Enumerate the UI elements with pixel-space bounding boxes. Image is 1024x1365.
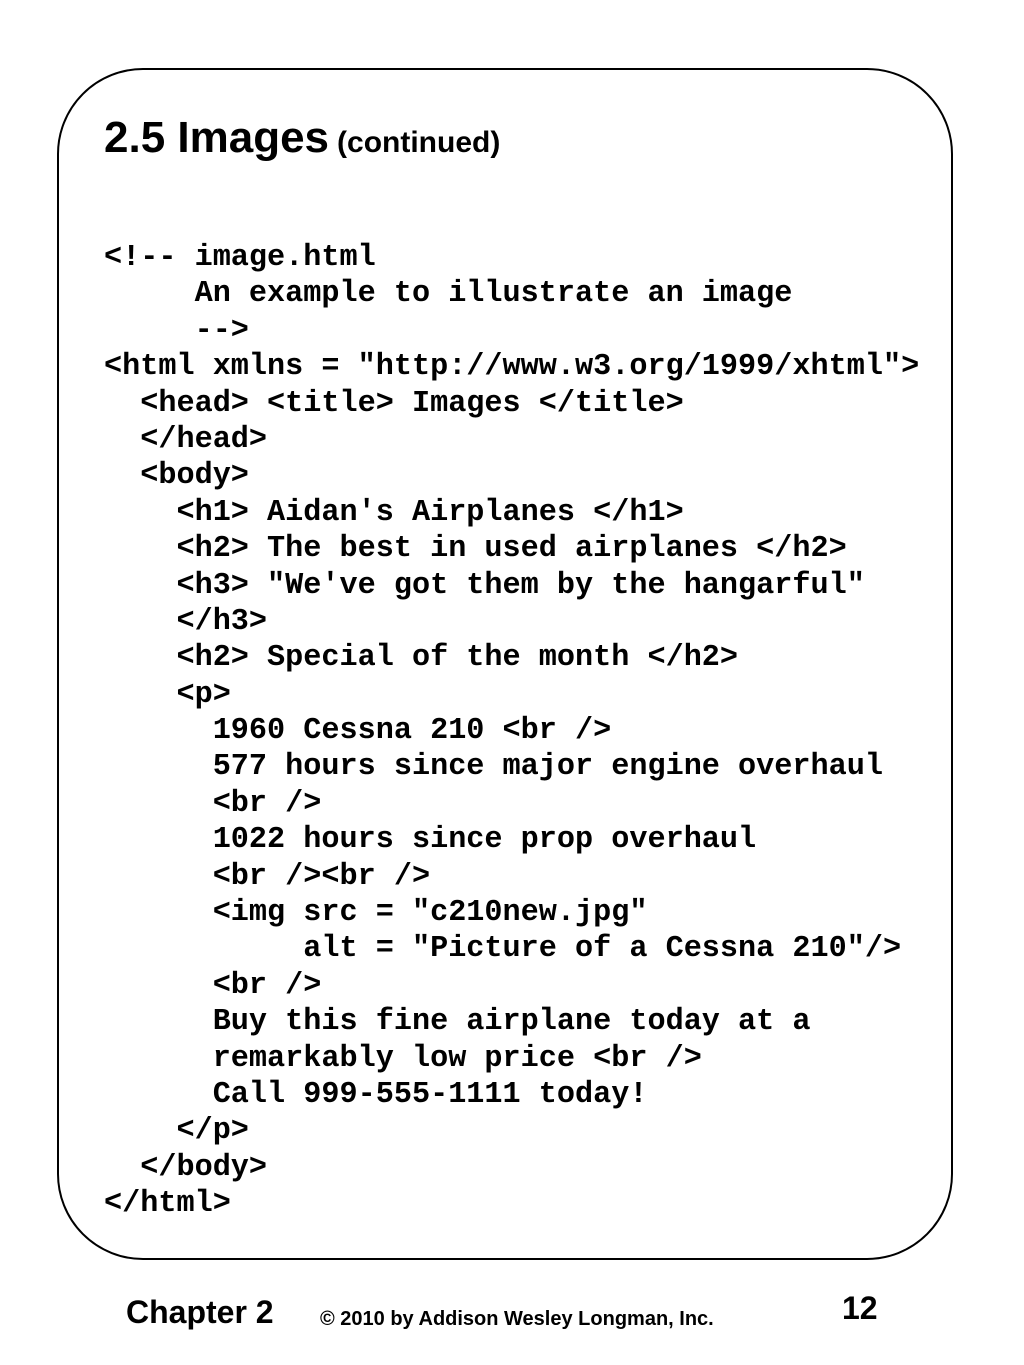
- code-line: 577 hours since major engine overhaul: [104, 750, 883, 785]
- slide-title-subtitle: (continued): [337, 126, 501, 159]
- code-line: 1022 hours since prop overhaul: [104, 823, 757, 858]
- code-line: <head> <title> Images </title>: [104, 386, 684, 421]
- code-line: <h3> "We've got them by the hangarful": [104, 568, 865, 603]
- code-line: <h2> Special of the month </h2>: [104, 641, 739, 676]
- code-line: Call 999-555-1111 today!: [104, 1077, 648, 1112]
- code-line: alt = "Picture of a Cessna 210"/>: [104, 932, 902, 967]
- code-line: 1960 Cessna 210 <br />: [104, 714, 612, 749]
- code-line: <html xmlns = ″http://www.w3.org/1999/xhtml″>: [104, 350, 920, 385]
- code-line: <body>: [104, 459, 249, 494]
- footer-chapter-label: Chapter 2: [126, 1294, 274, 1330]
- code-line: An example to illustrate an image: [104, 277, 793, 312]
- footer-copyright: © 2010 by Addison Wesley Longman, Inc.: [320, 1308, 714, 1330]
- code-line: </body>: [104, 1150, 268, 1185]
- code-line: <img src = "c210new.jpg": [104, 896, 648, 931]
- code-line: <h1> Aidan's Airplanes </h1>: [104, 495, 684, 530]
- code-line: Buy this fine airplane today at a: [104, 1005, 811, 1040]
- code-line: </head>: [104, 422, 268, 457]
- code-line: <br />: [104, 968, 322, 1003]
- code-line: <h2> The best in used airplanes </h2>: [104, 532, 847, 567]
- code-line: <!-- image.html: [104, 241, 376, 275]
- footer-page-number: 12: [842, 1290, 878, 1326]
- code-line: <p>: [104, 677, 231, 712]
- code-line: </html>: [104, 1187, 231, 1222]
- code-listing: [104, 240, 919, 1223]
- slide-title: [104, 113, 501, 162]
- code-line: remarkably low price <br />: [104, 1041, 702, 1076]
- code-line: -->: [104, 313, 249, 348]
- slide-title-main: 2.5 Images: [104, 113, 330, 162]
- code-line: </p>: [104, 1114, 249, 1149]
- code-line: <br />: [104, 786, 322, 821]
- code-line: <br /><br />: [104, 859, 431, 894]
- code-line: </h3>: [104, 604, 268, 639]
